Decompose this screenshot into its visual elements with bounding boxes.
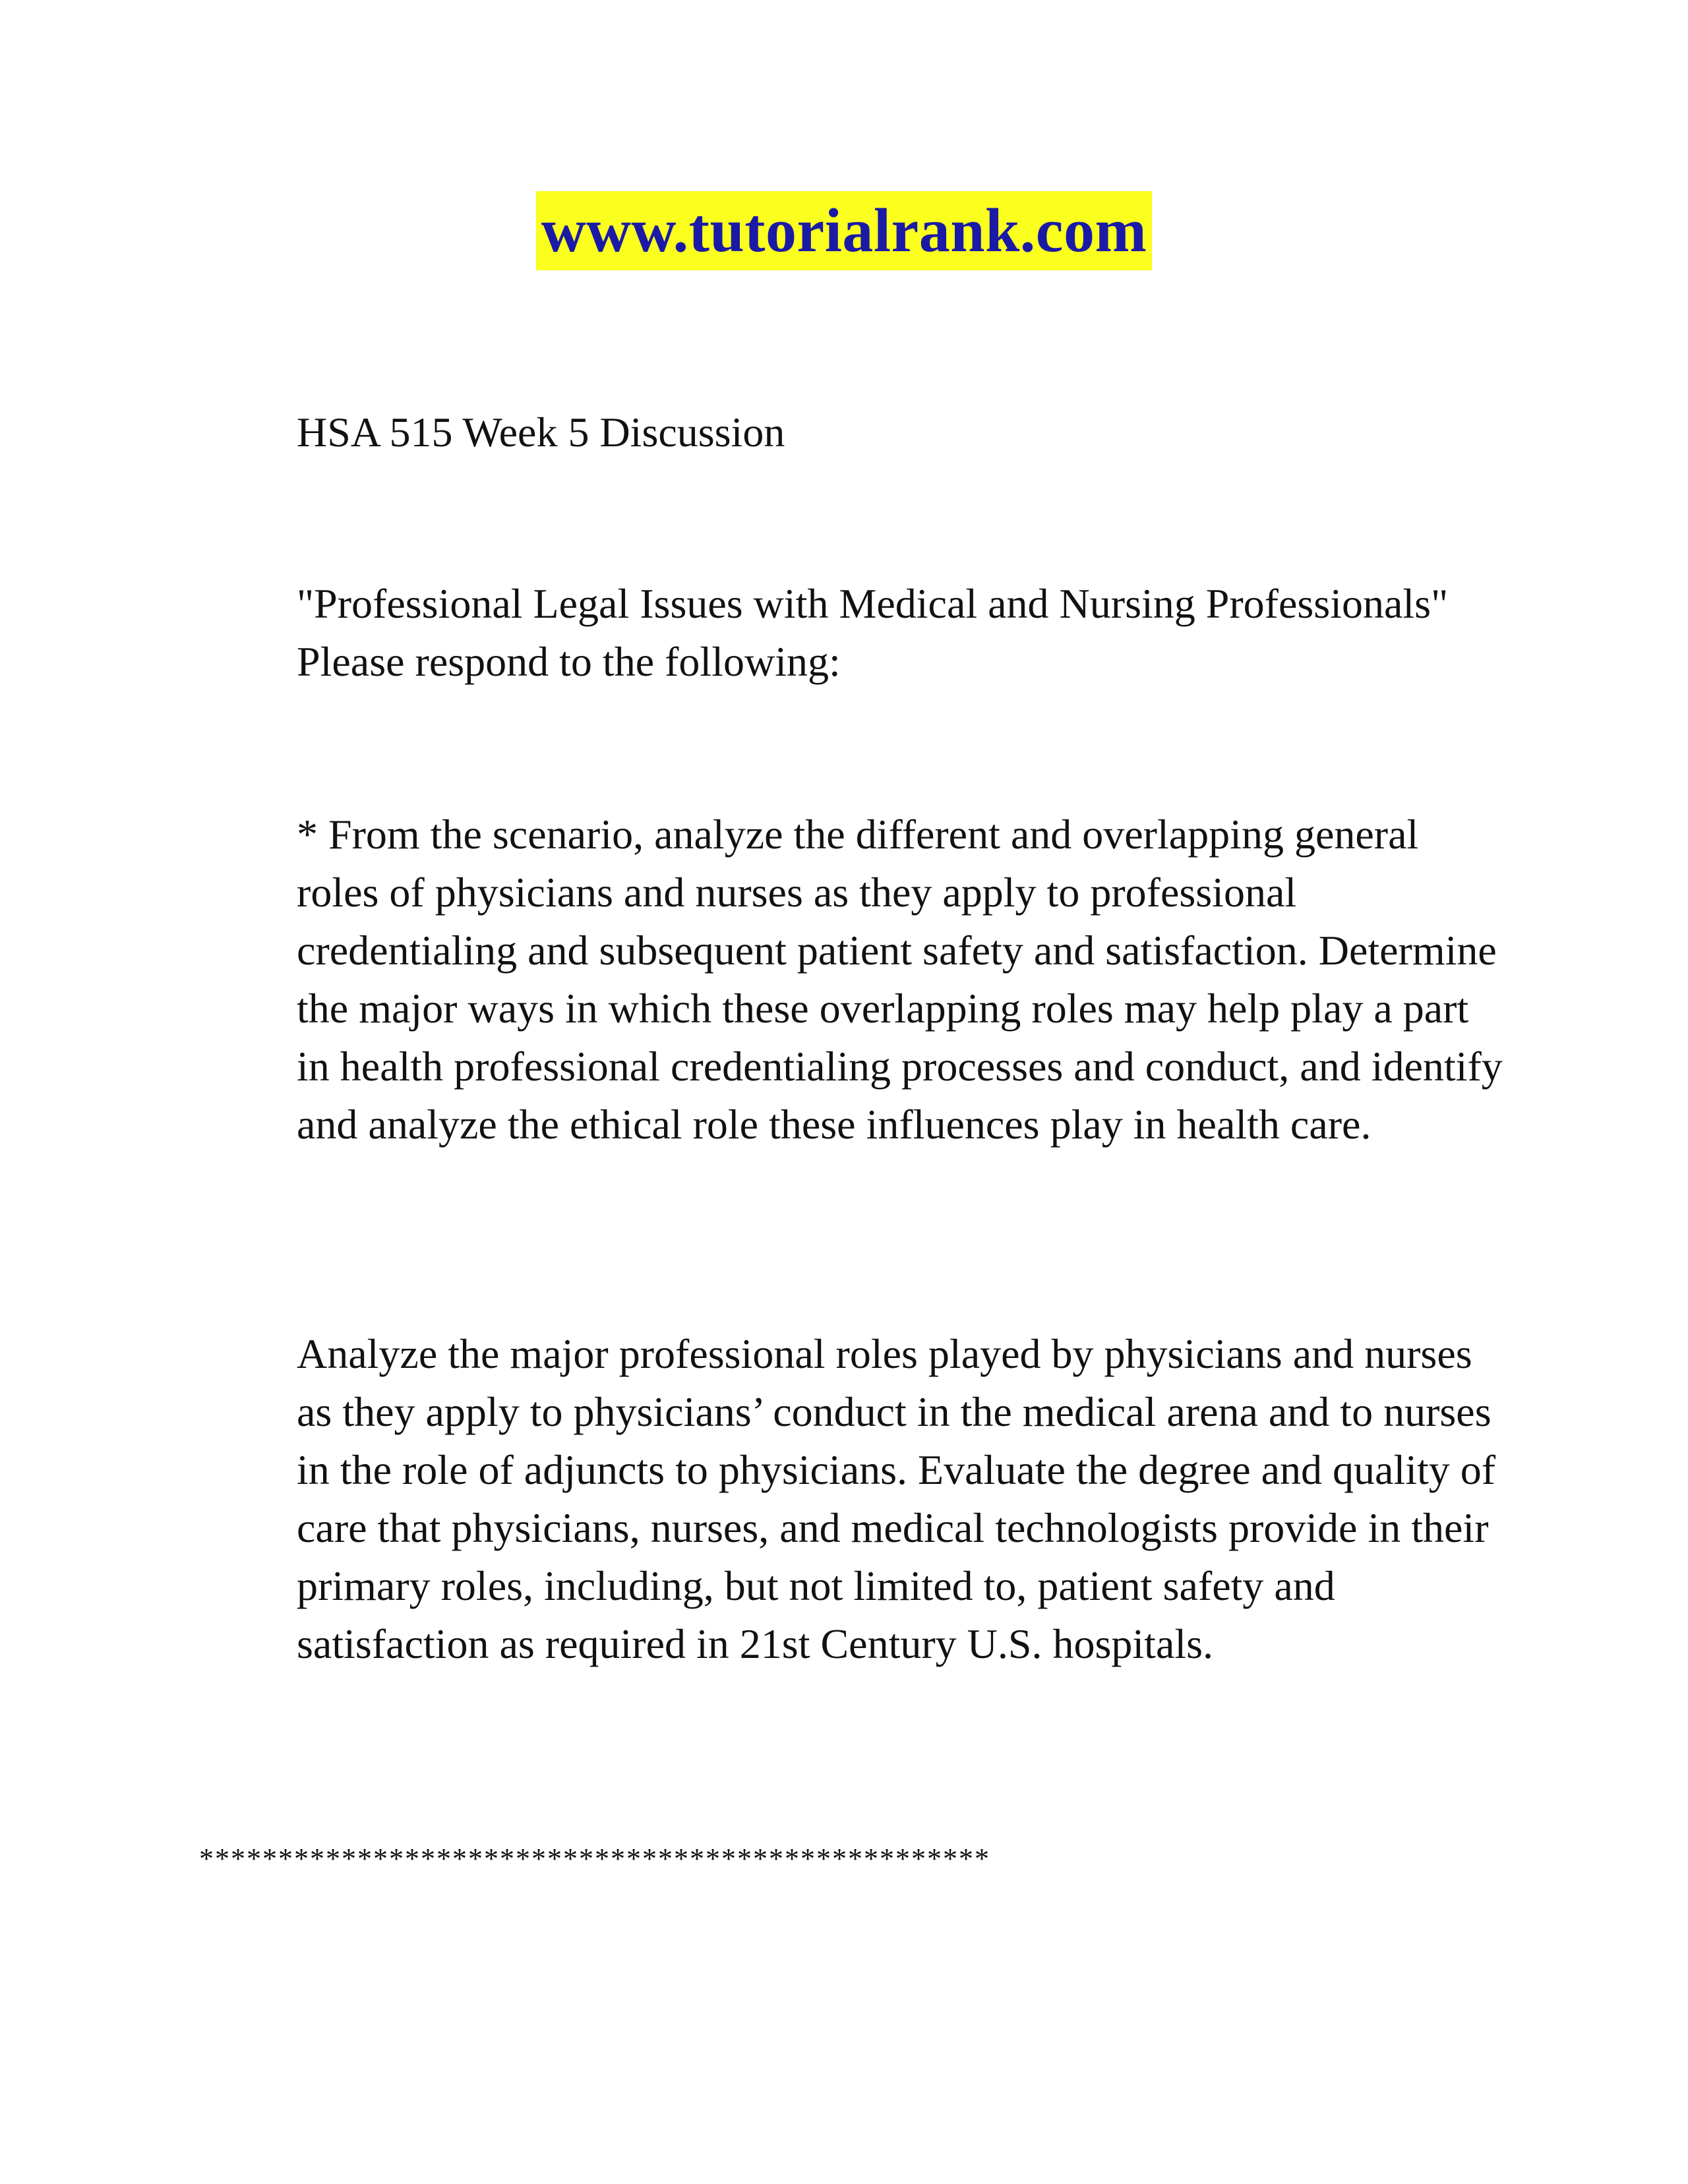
- discussion-prompt: [297, 575, 1503, 691]
- asterisk-divider: **************************************************: [199, 1843, 990, 1875]
- question-paragraph-2: [297, 1325, 1507, 1673]
- course-title-text: HSA 515 Week 5 Discussion: [297, 409, 785, 456]
- discussion-prompt-text: "Professional Legal Issues with Medical and Nursing Professionals" Please respond to the following:: [297, 580, 1470, 685]
- question-paragraph-1: [297, 806, 1513, 1154]
- site-url-link[interactable]: www.tutorialrank.com: [536, 191, 1153, 270]
- site-header: [0, 191, 1688, 270]
- question-2-text: Analyze the major professional roles played by physicians and nurses as they apply to physicians’ conduct in the medical arena and to nurses in the role of adjuncts to physicians. Evaluate the degree and quality of care that physicians, nurses, and medical technologists provide in their primary roles, including, but not limited to, patient safety and satisfaction as required in 21st Century U.S. hospitals.: [297, 1330, 1507, 1667]
- question-1-text: * From the scenario, analyze the different and overlapping general roles of physicians and nurses as they apply to professional credentialing and subsequent patient safety and satisfaction. Determine the major ways in which these overlapping roles may help play a part in health professional credentialing processes and conduct, and identify and analyze the ethical role these influences play in health care.: [297, 811, 1513, 1148]
- course-title: [297, 403, 1503, 461]
